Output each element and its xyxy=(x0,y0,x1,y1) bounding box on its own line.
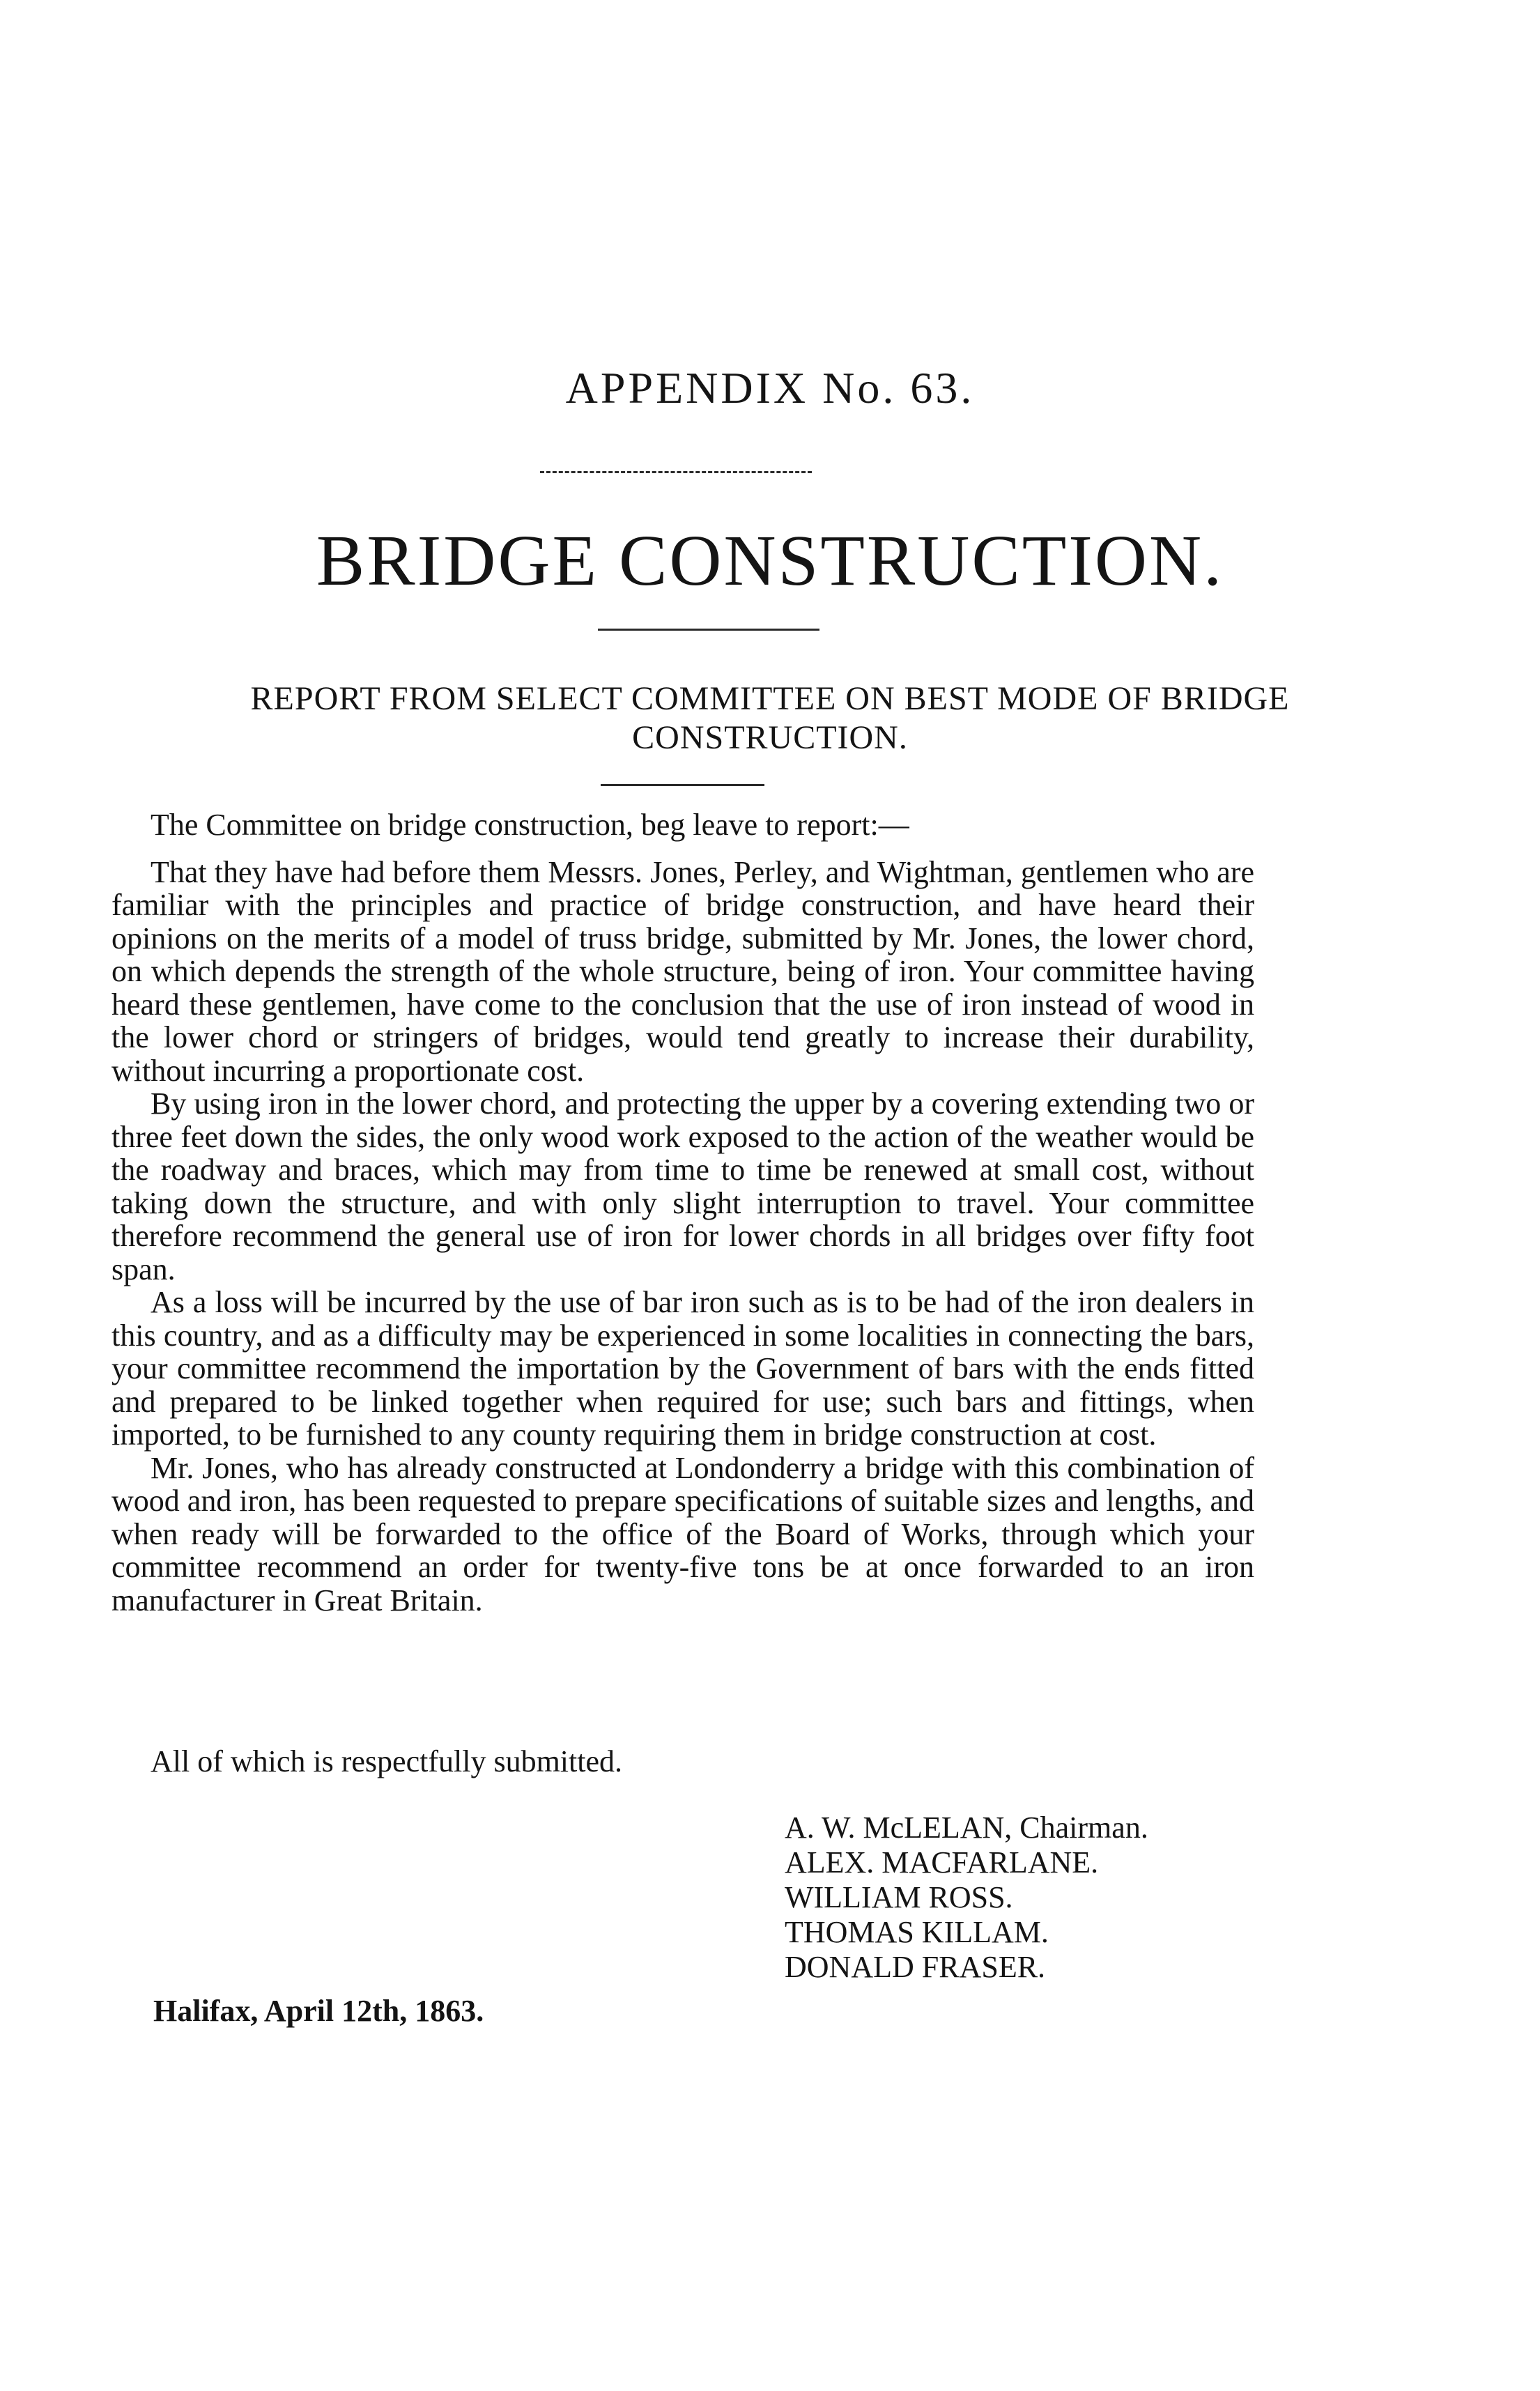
intro-paragraph: The Committee on bridge construction, beg leave to report:— xyxy=(151,808,909,842)
signatory-name: A. W. McLELAN, Chairman. xyxy=(785,1810,1148,1845)
closing-line: All of which is respectfully submitted. xyxy=(151,1744,622,1778)
divider-rule xyxy=(601,784,764,786)
divider-rule xyxy=(598,629,819,631)
signatory-name: THOMAS KILLAM. xyxy=(785,1915,1049,1949)
dateline: Halifax, April 12th, 1863. xyxy=(153,1994,484,2028)
divider-rule xyxy=(540,471,812,473)
report-body xyxy=(111,808,1254,1617)
body-paragraph: By using iron in the lower chord, and protecting the upper by a covering extending two or three feet down the sides, the only wood work exposed to the action of the weather would be the roadway and braces, which may from time to time be renewed at small cost, without taking down the structure, and with only slight interruption to travel. Your committee therefore recommend the general use of iron for lower chords in all bridges over fifty foot span. xyxy=(111,1086,1254,1286)
signatory-name: ALEX. MACFARLANE. xyxy=(785,1845,1099,1879)
signatory-name: WILLIAM ROSS. xyxy=(785,1880,1013,1914)
signatory-list xyxy=(785,1810,1148,1985)
appendix-heading: APPENDIX No. 63. xyxy=(565,363,975,413)
body-paragraph: Mr. Jones, who has already constructed at Londonderry a bridge with this combination of wood and iron, has been requested to prepare specifications of suitable sizes and lengths, and when ready will be forwarded to the office of the Board of Works, through which your committee recommend an order for twenty-five tons be at once forwarded to an iron manufacturer in Great Britain. xyxy=(111,1450,1254,1617)
body-paragraph: As a loss will be incurred by the use of bar iron such as is to be had of the iron dealers in this country, and as a difficulty may be experienced in some localities in connecting the bars, your committee recommend the importation by the Government of bars with the ends fitted and prepared to be linked together when required for use; such bars and fittings, when imported, to be furnished to any county requiring them in bridge construction at cost. xyxy=(111,1285,1254,1452)
document-title: BRIDGE CONSTRUCTION. xyxy=(316,521,1224,601)
report-subtitle: REPORT FROM SELECT COMMITTEE ON BEST MODE OF BRIDGE CONSTRUCTION. xyxy=(250,680,1290,756)
signatory-name: DONALD FRASER. xyxy=(785,1950,1046,1984)
body-paragraph: That they have had before them Messrs. Jones, Perley, and Wightman, gentlemen who are familiar with the principles and practice of bridge construction, and have heard their opinions on the merits of a model of truss bridge, submitted by Mr. Jones, the lower chord, on which depends the strength of the whole structure, being of iron. Your committee having heard these gentlemen, have come to the conclusion that the use of iron instead of wood in the lower chord or stringers of bridges, would tend greatly to increase their durability, without incurring a proportionate cost. xyxy=(111,854,1254,1088)
